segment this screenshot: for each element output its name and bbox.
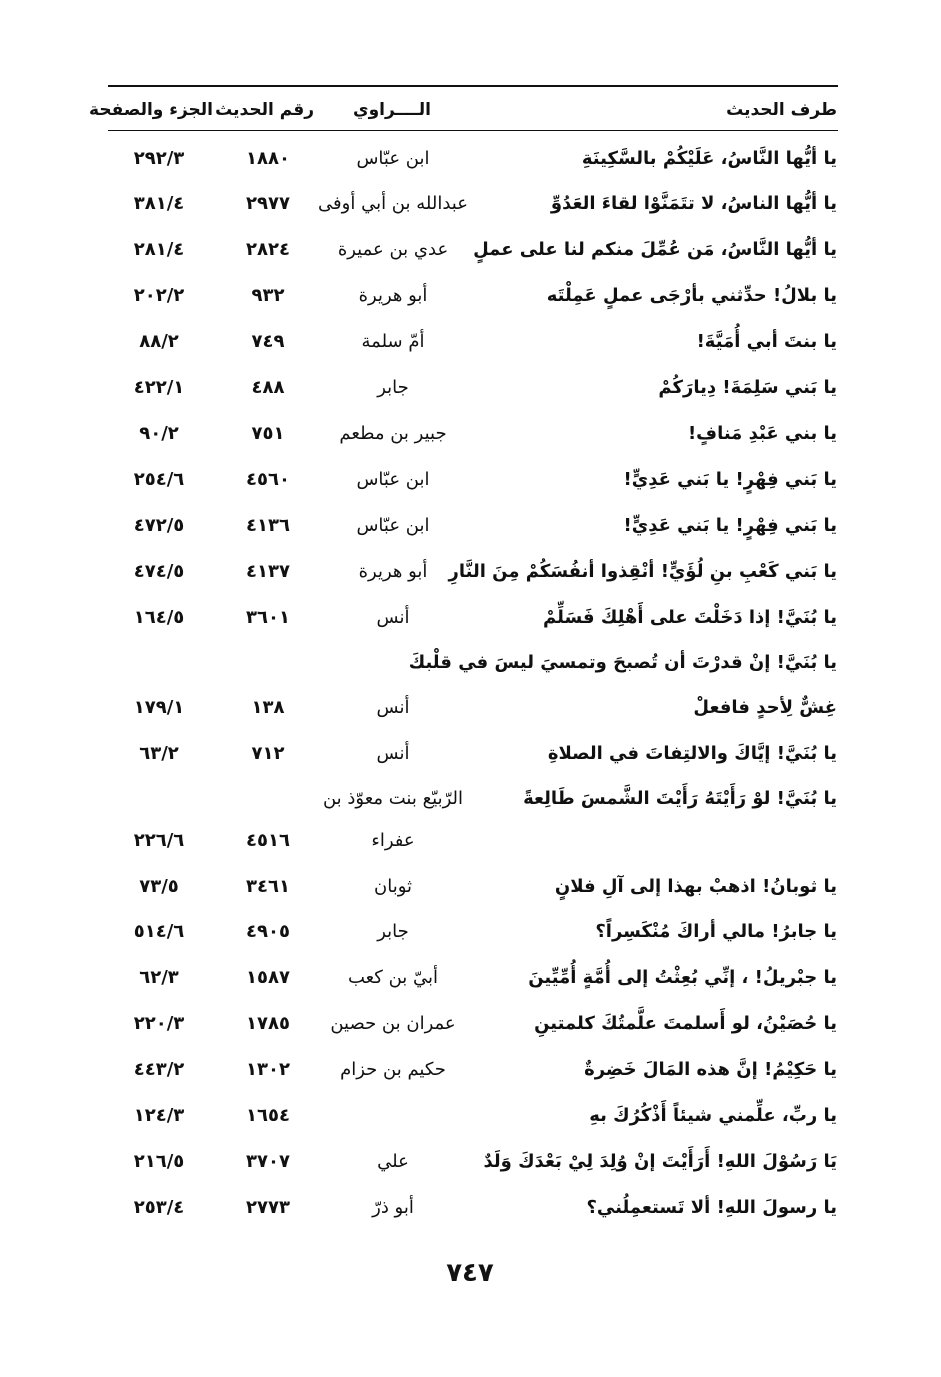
volume-page: ٢٢٦/٦ bbox=[133, 830, 185, 851]
hadith-number: ١٣٨ bbox=[251, 697, 285, 718]
header-hadith-number: رقم الحديث bbox=[215, 100, 314, 120]
hadith-text: يا بني عَبْدِ مَنافٍ! bbox=[687, 423, 837, 444]
hadith-number: ٤١٣٦ bbox=[246, 515, 290, 536]
volume-page: ٤٢٢/١ bbox=[133, 377, 185, 398]
narrator: عفراء bbox=[371, 830, 415, 851]
hadith-number: ٩٣٢ bbox=[251, 285, 285, 306]
volume-page: ٤٧٤/٥ bbox=[133, 561, 185, 582]
narrator: جبير بن مطعم bbox=[339, 423, 447, 444]
hadith-text: يا حُصَيْنُ، لو أَسلمتَ علَّمتُكَ كلمتينِ bbox=[534, 1013, 837, 1034]
hadith-text: يا بَني فِهْرٍ! يا بَني عَدِيٍّ! bbox=[623, 515, 837, 536]
volume-page: ٢١٦/٥ bbox=[133, 1151, 185, 1172]
header-volume-page: الجزء والصفحة bbox=[89, 100, 213, 120]
volume-page: ٨٨/٢ bbox=[139, 331, 179, 352]
header-rule bbox=[108, 130, 838, 131]
narrator: أبو هريرة bbox=[358, 285, 428, 306]
hadith-number: ٤٨٨ bbox=[251, 377, 285, 398]
narrator: جابر bbox=[377, 377, 409, 398]
header-narrator: الــــراوي bbox=[352, 100, 431, 120]
hadith-text: يا بَني فِهْرٍ! يا بَني عَدِيٍّ! bbox=[623, 469, 837, 490]
volume-page: ١٧٩/١ bbox=[133, 697, 185, 718]
volume-page: ٦٣/٢ bbox=[139, 743, 179, 764]
volume-page: ٢٥٤/٦ bbox=[133, 469, 185, 490]
narrator: ابن عبّاس bbox=[356, 148, 430, 169]
narrator: أبيّ بن كعب bbox=[347, 967, 439, 988]
hadith-number: ٤١٣٧ bbox=[246, 561, 290, 582]
hadith-number: ٢٩٧٧ bbox=[246, 193, 290, 214]
hadith-text: يا جابرُ! مالي أراكَ مُنْكَسِراً؟ bbox=[595, 921, 837, 942]
volume-page: ٤٧٢/٥ bbox=[133, 515, 185, 536]
narrator: علي bbox=[377, 1151, 409, 1172]
volume-page: ٢٠٢/٢ bbox=[133, 285, 185, 306]
hadith-number: ٢٧٧٣ bbox=[246, 1197, 290, 1218]
volume-page: ٢٨١/٤ bbox=[133, 239, 185, 260]
hadith-number: ٧١٢ bbox=[251, 743, 285, 764]
hadith-text: يا جبْريلُ! ، إنِّي بُعِثْتُ إلى أُمَّةٍ أُمِّيِّينَ bbox=[528, 967, 837, 988]
hadith-text: يا أيُّها النَّاسُ، عَلَيْكُمْ بالسَّكِينَةِ bbox=[581, 148, 837, 169]
hadith-text: يا بُنَيَّ! إذا دَخَلْتَ على أَهْلِكَ فَسَلِّمْ bbox=[542, 607, 837, 628]
hadith-text: يا بُنَيَّ! إيَّاكَ والالتِفاتَ في الصلاةِ bbox=[547, 743, 837, 764]
hadith-text: يَا رَسُوْلَ اللهِ! أَرَأَيْتَ إنْ وُلِدَ لِيْ بَعْدَكَ وَلَدٌ bbox=[483, 1151, 837, 1172]
hadith-number: ١٥٨٧ bbox=[246, 967, 290, 988]
hadith-text: يا أيُّها الناسُ، لا تتَمَنَّوْا لقاءَ العَدُوِّ bbox=[550, 193, 837, 214]
narrator: أنس bbox=[376, 607, 410, 628]
hadith-number: ٣٧٠٧ bbox=[246, 1151, 290, 1172]
hadith-text: غِشٌّ لِأحدٍ فافعلْ bbox=[693, 697, 837, 718]
volume-page: ٤٤٣/٢ bbox=[133, 1059, 185, 1080]
page-number: ٧٤٧ bbox=[446, 1258, 494, 1288]
hadith-text: يا حَكِيْمُ! إنَّ هذه المَالَ خَضِرةٌ bbox=[584, 1059, 837, 1080]
narrator: الرّبيّع بنت معوّذ بن bbox=[322, 788, 464, 809]
narrator: حكيم بن حزام bbox=[340, 1059, 446, 1080]
volume-page: ٣٨١/٤ bbox=[133, 193, 185, 214]
volume-page: ٦٢/٣ bbox=[139, 967, 179, 988]
narrator: أنس bbox=[376, 697, 410, 718]
hadith-text: يا بلالُ! حدِّثني بأرْجَى عملٍ عَمِلْتَه bbox=[546, 285, 837, 306]
hadith-number: ٤٥٦٠ bbox=[246, 469, 290, 490]
hadith-number: ١٨٨٠ bbox=[246, 148, 290, 169]
hadith-number: ٤٩٠٥ bbox=[246, 921, 290, 942]
hadith-number: ٧٥١ bbox=[251, 423, 285, 444]
hadith-number: ١٧٨٥ bbox=[246, 1013, 290, 1034]
narrator: أبو ذرّ bbox=[372, 1197, 414, 1218]
volume-page: ٧٣/٥ bbox=[139, 876, 179, 897]
volume-page: ٥١٤/٦ bbox=[133, 921, 185, 942]
narrator: عدي بن عميرة bbox=[337, 239, 449, 260]
hadith-text: يا بنتَ أبي أُمَيَّةَ! bbox=[696, 331, 837, 352]
hadith-number: ٣٦٠١ bbox=[246, 607, 290, 628]
narrator: ثوبان bbox=[373, 876, 413, 897]
hadith-text: يا بَني سَلِمَةَ! دِيارَكُمْ bbox=[658, 377, 837, 398]
narrator: جابر bbox=[377, 921, 409, 942]
volume-page: ٢٥٣/٤ bbox=[133, 1197, 185, 1218]
top-rule bbox=[108, 85, 838, 87]
hadith-text: يا أيُّها النَّاسُ، مَن عُمِّلَ منكم لنا على عملٍ bbox=[473, 239, 837, 260]
volume-page: ٢٢٠/٣ bbox=[133, 1013, 185, 1034]
narrator: أمّ سلمة bbox=[361, 331, 425, 352]
volume-page: ٩٠/٢ bbox=[139, 423, 179, 444]
hadith-text: يا بُنَيَّ! لوْ رَأَيْتَهُ رَأَيْتَ الشَّمسَ طَالِعةً bbox=[523, 788, 837, 809]
hadith-text: يا رسولَ اللهِ! ألا تَستعمِلُني؟ bbox=[586, 1197, 837, 1218]
narrator: ابن عبّاس bbox=[356, 515, 430, 536]
hadith-number: ٧٤٩ bbox=[251, 331, 285, 352]
volume-page: ١٢٤/٣ bbox=[133, 1105, 185, 1126]
narrator: أنس bbox=[376, 743, 410, 764]
narrator: أبو هريرة bbox=[358, 561, 428, 582]
narrator: عبدالله بن أبي أوفى bbox=[318, 193, 468, 214]
hadith-text: يا بَني كَعْبِ بنِ لُؤَيٍّ! أنْقِذوا أنفُسَكُمْ مِنَ النَّارِ bbox=[448, 561, 837, 582]
narrator: ابن عبّاس bbox=[356, 469, 430, 490]
hadith-number: ٢٨٢٤ bbox=[246, 239, 290, 260]
hadith-number: ١٣٠٢ bbox=[246, 1059, 290, 1080]
header-hadith-text: طرف الحديث bbox=[726, 100, 837, 120]
volume-page: ١٦٤/٥ bbox=[133, 607, 185, 628]
hadith-text: يا ثوبانُ! اذهبْ بهذا إلى آلِ فلانٍ bbox=[554, 876, 837, 897]
volume-page: ٢٩٢/٣ bbox=[133, 148, 185, 169]
narrator: عمران بن حصين bbox=[330, 1013, 456, 1034]
hadith-number: ١٦٥٤ bbox=[246, 1105, 290, 1126]
hadith-number: ٤٥١٦ bbox=[246, 830, 290, 851]
hadith-text: يا ربِّ، علِّمني شيئاً أَذْكُرُكَ بهِ bbox=[589, 1105, 837, 1126]
hadith-text: يا بُنَيَّ! إنْ قدرْتَ أن تُصبحَ وتمسيَ ليسَ في قلْبكَ bbox=[408, 652, 837, 673]
hadith-number: ٣٤٦١ bbox=[246, 876, 290, 897]
